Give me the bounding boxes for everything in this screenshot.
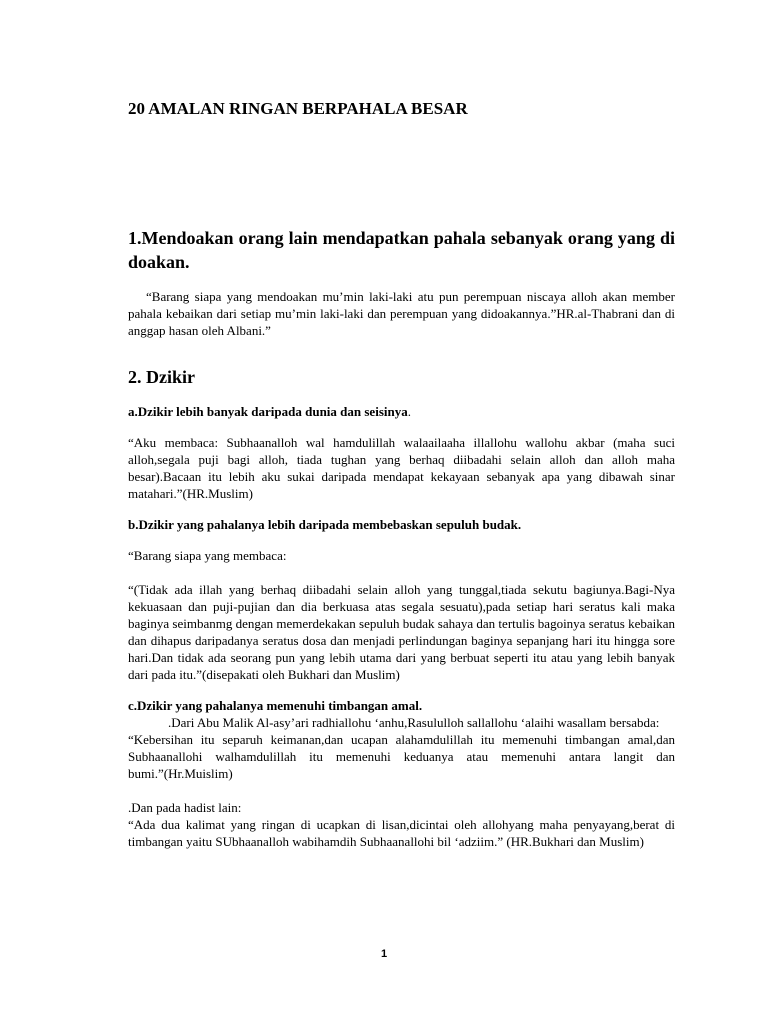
subsection-c-intro: .Dari Abu Malik Al-asy’ari radhiallohu ‘anhu,Rasululloh sallallohu ‘alaihi wasallam bersabda: xyxy=(168,715,660,730)
section-2-heading: 2. Dzikir xyxy=(128,367,195,387)
subsection-a-heading-end: . xyxy=(407,404,411,419)
subsection-a-text: “Aku membaca: Subhaanalloh wal hamdulillah walaailaaha illallohu wallohu akbar (maha suci alloh,segala puji bagi alloh, tiada tughan yang berhaq diibadahi selain alloh dan alloh maha besar).Bacaan itu lebih aku sukai daripada mendapat kekayaan sebanyak apa yang dibawah sinar matahari.”(HR.Muslim) xyxy=(128,435,675,501)
subsection-c-heading: c.Dzikir yang pahalanya memenuhi timbangan amal. xyxy=(128,698,423,713)
document-body xyxy=(128,98,675,850)
subsection-a-heading-line xyxy=(128,403,675,420)
page-number: 1 xyxy=(380,948,388,960)
section-1-quote: “Barang siapa yang mendoakan mu’min laki-laki atu pun perempuan niscaya alloh akan member pahala kebaikan dari setiap mu’min laki-laki dan perempuan yang didoakannya.”HR.al-Thabrani dan di anggap hasan oleh Albani.” xyxy=(128,289,675,338)
subsection-c-other-text: “Ada dua kalimat yang ringan di ucapkan di lisan,dicintai oleh allohyang maha penyayang,berat di timbangan yaitu SUbhaanalloh wabihamdih Subhaanallohi bil ‘adziim.” (HR.Bukhari dan Muslim) xyxy=(128,817,675,849)
subsection-b-intro: “Barang siapa yang membaca: xyxy=(128,548,287,563)
subsection-b-heading: b.Dzikir yang pahalanya lebih daripada membebaskan sepuluh budak. xyxy=(128,517,522,532)
subsection-c-quote: “Kebersihan itu separuh keimanan,dan ucapan alahamdulillah itu memenuhi timbangan amal,dan Subhaanallohi walhamdulillah itu memenuhi keduanya atau memenuhi antara langit dan bumi.”(Hr.Muislim) xyxy=(128,732,675,781)
subsection-a-heading: a.Dzikir lebih banyak daripada dunia dan seisinya xyxy=(128,404,408,419)
section-1-heading: 1.Mendoakan orang lain mendapatkan pahala sebanyak orang yang di doakan. xyxy=(128,228,675,272)
document-title: 20 AMALAN RINGAN BERPAHALA BESAR xyxy=(128,99,468,118)
subsection-b-text: “(Tidak ada illah yang berhaq diibadahi selain alloh yang tunggal,tiada sekutu bagiunya.Bagi-Nya kekuasaan dan puji-pujian dan dia berkuasa atas segala sesuatu),pada setiap hari seratus kali maka baginya seimbanmg dengan memerdekakan sepuluh budak sahaya dan tertulis bagoinya seratus kebaikan dan dihapus daripadanya seratus dosa dan menjadi perlindungan baginya sepanjang hari itu hingga sore hari.Dan tidak ada seorang pun yang lebih utama dari yang berbuat seperti itu atau yang lebih banyak dari pada itu.”(disepakati oleh Bukhari dan Muslim) xyxy=(128,582,675,682)
subsection-c-other-intro: .Dan pada hadist lain: xyxy=(128,800,242,815)
